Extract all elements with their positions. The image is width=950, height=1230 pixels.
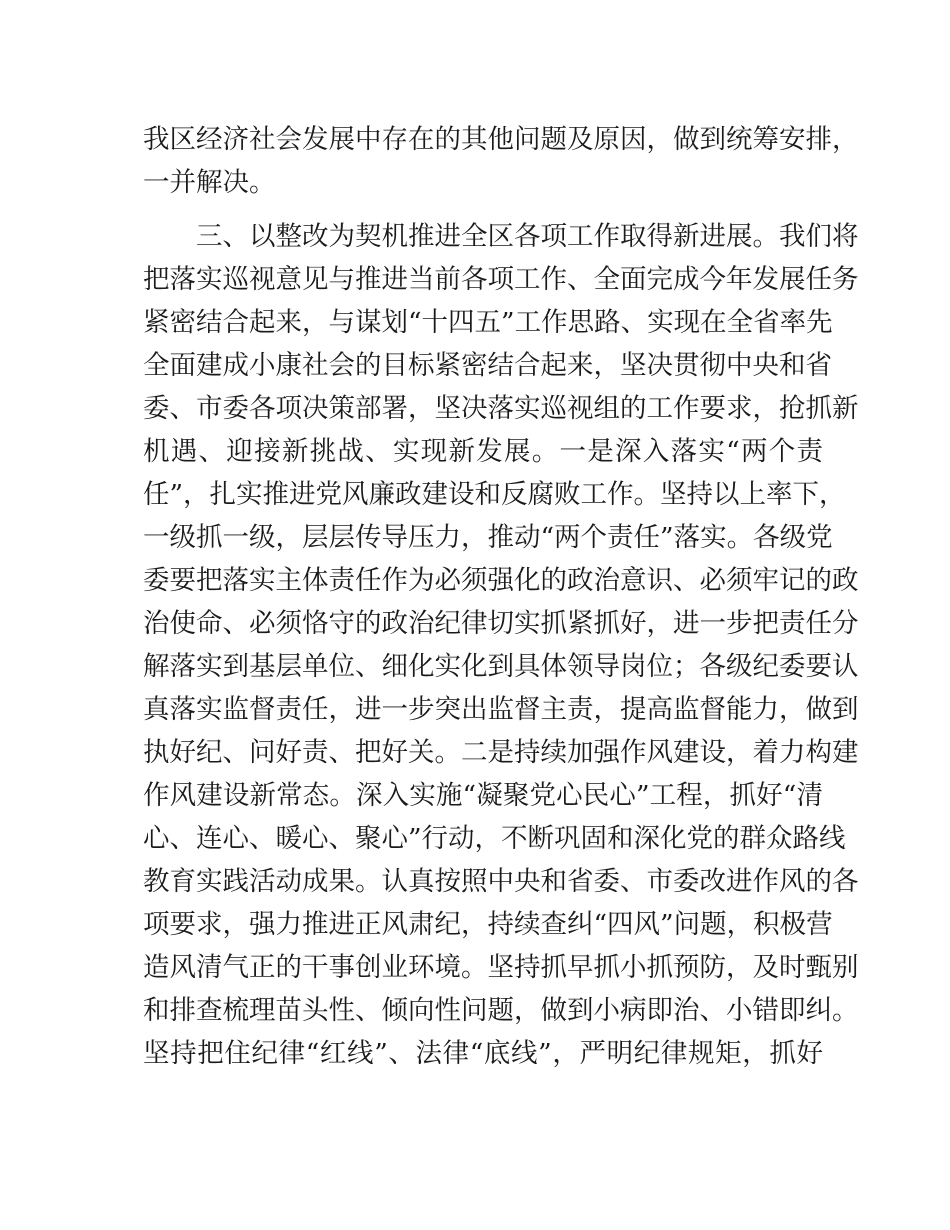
text-line: 执好纪、问好责、把好关。二是持续加强作风建设，着力构建 [143,737,859,768]
paragraph [143,215,859,1075]
text-line: 委要把落实主体责任作为必须强化的政治意识、必须牢记的政 [143,565,859,596]
text-line: 治使命、必须恪守的政治纪律切实抓紧抓好，进一步把责任分 [143,608,859,639]
text-line: 造风清气正的干事创业环境。坚持抓早抓小抓预防，及时甄别 [143,952,859,983]
paragraph [143,118,859,204]
text-line: 全面建成小康社会的目标紧密结合起来，坚决贯彻中央和省 [143,350,832,381]
paragraph-spacer [143,204,823,215]
text-line: 委、市委各项决策部署，坚决落实巡视组的工作要求，抢抓新 [143,393,859,424]
text-line: 一级抓一级，层层传导压力，推动“两个责任”落实。各级党 [143,522,833,553]
text-line: 任”，扎实推进党风廉政建设和反腐败工作。坚持以上率下， [143,479,846,510]
text-line: 坚持把住纪律“红线”、法律“底线”，严明纪律规矩，抓好 [143,1038,823,1069]
text-line: 三、以整改为契机推进全区各项工作取得新进展。我们将 [196,221,859,252]
text-line: 我区经济社会发展中存在的其他问题及原因，做到统筹安排， [143,124,859,155]
text-line: 和排查梳理苗头性、倾向性问题，做到小病即治、小错即纠。 [143,995,859,1026]
text-line: 解落实到基层单位、细化实化到具体领导岗位；各级纪委要认 [143,651,859,682]
text-line: 一并解决。 [143,167,276,198]
text-line: 教育实践活动成果。认真按照中央和省委、市委改进作风的各 [143,866,859,897]
text-line: 作风建设新常态。深入实施“凝聚党心民心”工程，抓好“清 [143,780,823,811]
text-line: 项要求，强力推进正风肃纪，持续查纠“四风”问题，积极营 [143,909,833,940]
text-line: 紧密结合起来，与谋划“十四五”工作思路、实现在全省率先 [143,307,833,338]
text-line: 真落实监督责任，进一步突出监督主责，提高监督能力，做到 [143,694,859,725]
text-line: 把落实巡视意见与推进当前各项工作、全面完成今年发展任务 [143,264,859,295]
document-body [143,118,859,1075]
text-line: 机遇、迎接新挑战、实现新发展。一是深入落实“两个责 [143,436,823,467]
text-line: 心、连心、暖心、聚心”行动，不断巩固和深化党的群众路线 [143,823,846,854]
